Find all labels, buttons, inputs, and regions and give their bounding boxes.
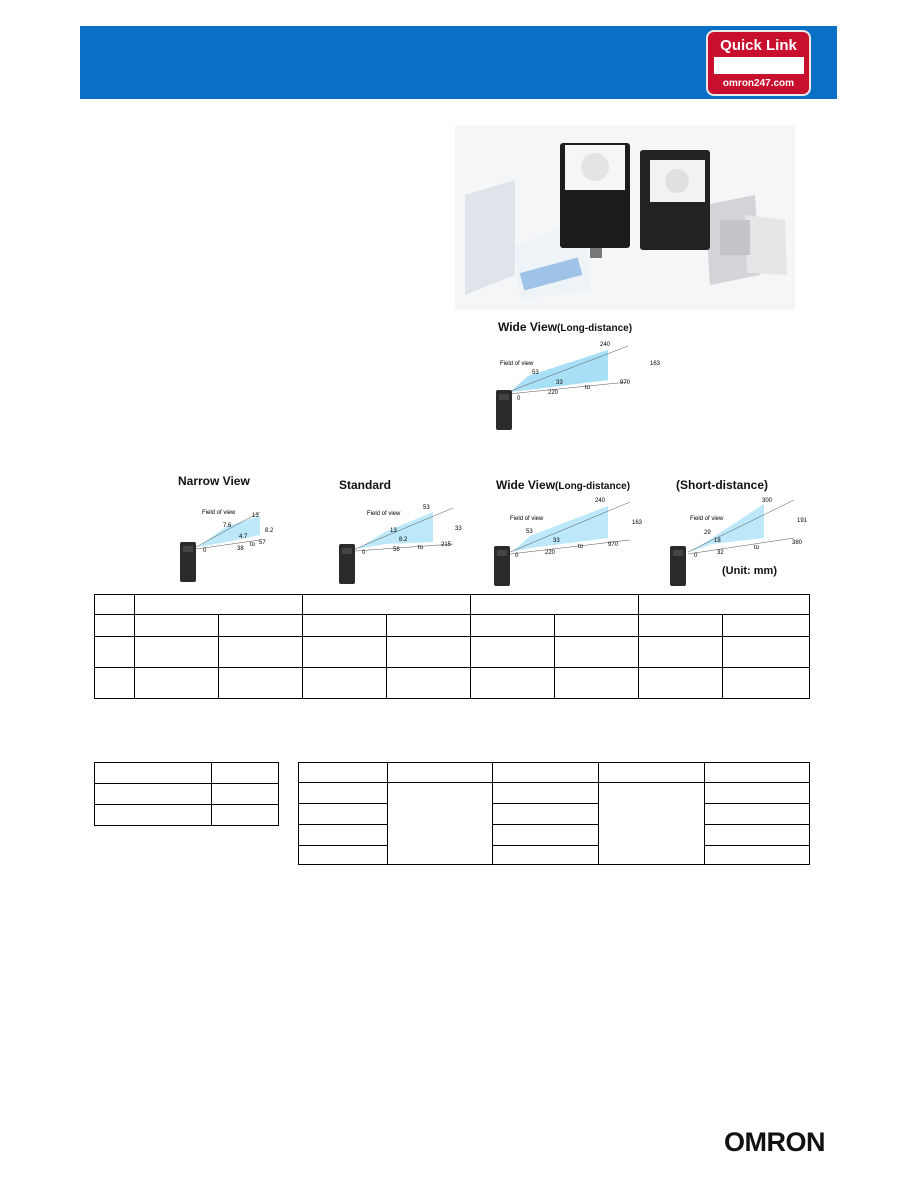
- dim-dist-far: 970: [620, 380, 631, 386]
- table-cell: [95, 637, 135, 668]
- diagram-title: Wide View: [498, 320, 558, 334]
- table-row: [95, 637, 810, 668]
- quick-link-code-box: [714, 57, 804, 74]
- dim-height-far: 33: [455, 526, 462, 532]
- table-cell: [135, 668, 219, 699]
- dim-width-far: 240: [595, 498, 606, 504]
- dim-dist-near: 56: [393, 547, 400, 553]
- dim-dist-near: 38: [237, 546, 244, 552]
- table-row: [95, 595, 810, 615]
- table-cell: [723, 615, 810, 637]
- table-cell: [639, 637, 723, 668]
- table-row: [299, 825, 810, 846]
- table-cell: [493, 846, 599, 865]
- dim-to: to: [418, 545, 424, 551]
- dim-height-far: 8.2: [265, 528, 274, 534]
- table-cell: [387, 615, 471, 637]
- diagram-wide-view: [490, 472, 650, 588]
- table-cell: [299, 825, 388, 846]
- ordering-table: [298, 762, 810, 865]
- table-cell: [303, 637, 387, 668]
- diagram-wide-top: [490, 318, 670, 436]
- table-row: [299, 846, 810, 865]
- dim-width-far: 240: [600, 342, 611, 348]
- dim-height-near: 33: [553, 538, 560, 544]
- table-cell: [639, 615, 723, 637]
- table-cell: [212, 784, 279, 805]
- diagram-title: Narrow View: [178, 474, 250, 488]
- table-cell: [599, 763, 705, 783]
- dim-origin: 0: [515, 553, 519, 559]
- dim-width-far: 300: [762, 498, 773, 504]
- diagram-narrow-view: [172, 472, 292, 588]
- table-cell: [471, 595, 639, 615]
- table-row: [299, 763, 810, 783]
- table-cell: [212, 763, 279, 784]
- table-cell: [95, 784, 212, 805]
- dim-to: to: [578, 544, 584, 550]
- table-cell: [471, 615, 555, 637]
- dim-width-near: 53: [532, 370, 539, 376]
- table-cell: [135, 615, 219, 637]
- small-spec-table: [94, 762, 279, 826]
- table-cell: [303, 595, 471, 615]
- product-photo: [455, 125, 795, 310]
- table-cell: [705, 763, 810, 783]
- dim-dist-far: 215: [441, 542, 452, 548]
- table-cell: [388, 763, 493, 783]
- dim-dist-near: 32: [717, 550, 724, 556]
- dim-height-near: 8.2: [399, 537, 408, 543]
- dim-dist-near: 220: [545, 550, 556, 556]
- fov-label: Field of view: [367, 511, 401, 517]
- dim-dist-far: 970: [608, 542, 619, 548]
- diagram-subtitle: (Long-distance): [557, 323, 633, 334]
- dim-to: to: [585, 385, 591, 391]
- dim-width-near: 13: [390, 528, 397, 534]
- table-cell: [388, 783, 493, 865]
- dim-width-near: 29: [704, 530, 711, 536]
- table-cell: [387, 668, 471, 699]
- table-cell: [303, 668, 387, 699]
- fov-label: Field of view: [690, 516, 724, 522]
- dim-to: to: [754, 545, 760, 551]
- dim-origin: 0: [517, 396, 521, 402]
- dim-width-near: 53: [526, 529, 533, 535]
- table-cell: [387, 637, 471, 668]
- dim-width-near: 7.6: [223, 523, 232, 529]
- table-cell: [299, 804, 388, 825]
- dim-dist-far: 380: [792, 540, 803, 546]
- dim-height-far: 191: [797, 518, 808, 524]
- table-cell: [212, 805, 279, 826]
- table-cell: [493, 763, 599, 783]
- dim-height-far: 163: [650, 361, 661, 367]
- dim-width-far: 53: [423, 505, 430, 511]
- dim-height-near: 4.7: [239, 534, 248, 540]
- table-cell: [303, 615, 387, 637]
- table-cell: [705, 846, 810, 865]
- table-cell: [555, 637, 639, 668]
- diagram-subtitle: (Long-distance): [555, 481, 631, 492]
- omron-logo: OMRON: [724, 1127, 825, 1157]
- table-cell: [555, 615, 639, 637]
- table-cell: [219, 615, 303, 637]
- diagram-standard: [333, 472, 468, 588]
- table-cell: [705, 804, 810, 825]
- dim-width-far: 13: [252, 513, 259, 519]
- table-cell: [135, 637, 219, 668]
- diagram-subtitle: (Short-distance): [676, 478, 769, 492]
- table-cell: [95, 595, 135, 615]
- table-cell: [95, 805, 212, 826]
- table-row: [95, 615, 810, 637]
- dim-origin: 0: [362, 550, 366, 556]
- table-cell: [705, 825, 810, 846]
- table-cell: [555, 668, 639, 699]
- table-cell: [219, 637, 303, 668]
- table-cell: [95, 763, 212, 784]
- unit-note: (Unit: mm): [722, 565, 777, 577]
- table-cell: [299, 783, 388, 804]
- dim-height-near: 18: [714, 538, 721, 544]
- table-row: [299, 804, 810, 825]
- table-cell: [493, 783, 599, 804]
- dim-height-far: 163: [632, 520, 643, 526]
- table-row: [95, 668, 810, 699]
- table-cell: [493, 825, 599, 846]
- dim-to: to: [250, 542, 256, 548]
- table-cell: [95, 615, 135, 637]
- dim-dist-far: 57: [259, 540, 266, 546]
- diagram-title: Standard: [339, 478, 392, 492]
- table-cell: [599, 783, 705, 865]
- quick-link-url[interactable]: omron247.com: [722, 78, 795, 89]
- table-cell: [639, 595, 810, 615]
- table-cell: [299, 846, 388, 865]
- table-cell: [705, 783, 810, 804]
- table-row: [95, 784, 279, 805]
- table-cell: [723, 637, 810, 668]
- table-cell: [493, 804, 599, 825]
- dim-origin: 0: [203, 548, 207, 554]
- table-cell: [299, 763, 388, 783]
- table-cell: [135, 595, 303, 615]
- table-cell: [95, 668, 135, 699]
- dim-origin: 0: [694, 553, 698, 559]
- fov-label: Field of view: [510, 516, 544, 522]
- dim-dist-near: 220: [548, 390, 559, 396]
- field-of-view-table: [94, 594, 810, 699]
- fov-label: Field of view: [500, 361, 534, 367]
- table-cell: [639, 668, 723, 699]
- table-row: [95, 805, 279, 826]
- diagram-title: Wide View: [496, 478, 556, 492]
- table-cell: [471, 637, 555, 668]
- dim-height-near: 33: [556, 380, 563, 386]
- table-row: [299, 783, 810, 804]
- quick-link-title: Quick Link: [720, 37, 797, 54]
- fov-label: Field of view: [202, 510, 236, 516]
- table-row: [95, 763, 279, 784]
- table-cell: [471, 668, 555, 699]
- quick-link-badge[interactable]: [706, 30, 811, 96]
- table-cell: [723, 668, 810, 699]
- table-cell: [219, 668, 303, 699]
